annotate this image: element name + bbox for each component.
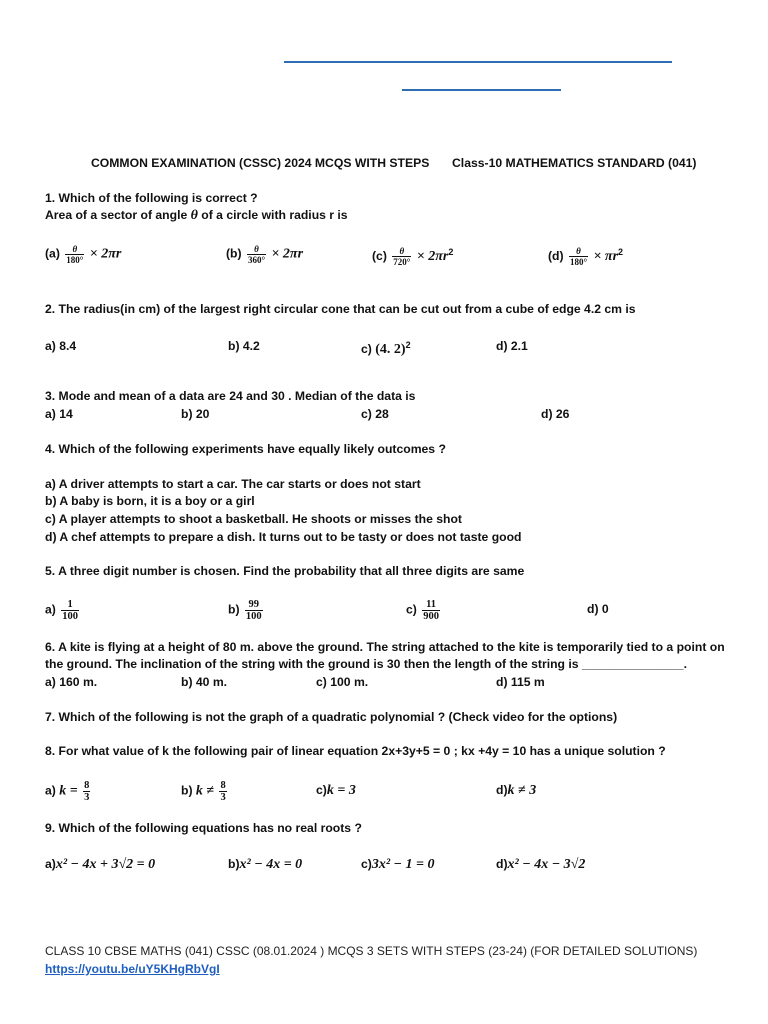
q8-option-a[interactable]: a) k = $\frac{8}{3}$	[45, 780, 90, 803]
q3-option-b[interactable]: b) 20	[181, 407, 210, 421]
q5-option-a[interactable]: a) $\frac{1}{100}$	[45, 599, 78, 622]
q4-text: 4. Which of the following experiments have equally likely outcomes ?	[45, 442, 446, 456]
q2-option-b[interactable]: b) 4.2	[228, 339, 260, 353]
q2-option-c[interactable]: c) (4. 2)$^2$	[361, 340, 411, 358]
q1-subtext: Area of a sector of angle θ of a circle with radius r is	[45, 208, 348, 223]
q5-text: 5. A three digit number is chosen. Find the probability that all three digits are same	[45, 564, 525, 578]
q6-option-a[interactable]: a) 160 m.	[45, 675, 98, 689]
header-rule-short	[402, 89, 561, 91]
q1-option-d[interactable]: (d) $\frac{\theta}{180^\circ}$ × $\pi r^2$	[548, 246, 624, 268]
q8-option-c[interactable]: c)k = 3	[316, 783, 356, 798]
q5-option-c[interactable]: c) $\frac{11}{900}$	[406, 599, 439, 622]
q6-option-c[interactable]: c) 100 m.	[316, 675, 369, 689]
q9-option-b[interactable]: b)x² − 4x = 0	[228, 857, 303, 872]
q3-option-a[interactable]: a) 14	[45, 407, 73, 421]
q6-option-b[interactable]: b) 40 m.	[181, 675, 228, 689]
q3-option-d[interactable]: d) 26	[541, 407, 570, 421]
q8-option-d[interactable]: d)k ≠ 3	[496, 783, 537, 798]
q7-text: 7. Which of the following is not the graph of a quadratic polynomial ? (Check video for the options)	[45, 710, 618, 724]
q4-option-a[interactable]: a) A driver attempts to start a car. The car starts or does not start	[45, 477, 421, 491]
q8-text: 8. For what value of k the following pair of linear equation 2x+3y+5 = 0 ; kx +4y = 10 has a unique solution ?	[45, 744, 666, 758]
q6-text-line2: the ground. The inclination of the string with the ground is 30 then the length of the string is _______________.	[45, 657, 687, 671]
q6-text-line1: 6. A kite is flying at a height of 80 m. above the ground. The string attached to the kite is temporarily tied to a point on	[45, 640, 725, 654]
q9-option-a[interactable]: a)x² − 4x + 3√2 = 0	[45, 857, 156, 872]
q9-text: 9. Which of the following equations has no real roots ?	[45, 821, 362, 835]
q8-option-b[interactable]: b) k ≠ $\frac{8}{3}$	[181, 780, 226, 803]
q2-text: 2. The radius(in cm) of the largest right circular cone that can be cut out from a cube of edge 4.2 cm is	[45, 302, 636, 316]
q5-option-b[interactable]: b) $\frac{99}{100}$	[228, 599, 262, 622]
video-link[interactable]: https://youtu.be/uY5KHgRbVgI	[45, 962, 220, 976]
q5-option-d[interactable]: d) 0	[587, 602, 609, 616]
class-title: Class-10 MATHEMATICS STANDARD (041)	[452, 156, 697, 170]
q4-option-b[interactable]: b) A baby is born, it is a boy or a girl	[45, 494, 255, 508]
q2-option-d[interactable]: d) 2.1	[496, 339, 528, 353]
q2-option-a[interactable]: a) 8.4	[45, 339, 77, 353]
header-rule-long	[284, 61, 672, 63]
q1-text: 1. Which of the following is correct ?	[45, 191, 258, 205]
exam-title: COMMON EXAMINATION (CSSC) 2024 MCQS WITH STEPS	[91, 156, 430, 170]
q1-option-b[interactable]: (b) $\frac{\theta}{360^\circ}$ × 2πr	[226, 244, 304, 265]
q3-text: 3. Mode and mean of a data are 24 and 30 . Median of the data is	[45, 389, 416, 403]
q1-option-a[interactable]: (a) $\frac{\theta}{180^\circ}$ × 2πr	[45, 244, 122, 265]
q3-option-c[interactable]: c) 28	[361, 407, 389, 421]
q4-option-d[interactable]: d) A chef attempts to prepare a dish. It turns out to be tasty or does not taste good	[45, 530, 522, 544]
q1-option-c[interactable]: (c) $\frac{\theta}{720^\circ}$ × $2\pi r^2$	[372, 246, 454, 268]
q9-option-c[interactable]: c)3x² − 1 = 0	[361, 857, 435, 872]
q4-option-c[interactable]: c) A player attempts to shoot a basketball. He shoots or misses the shot	[45, 512, 462, 526]
q9-option-d[interactable]: d)x² − 4x − 3√2	[496, 857, 586, 872]
footer-note: CLASS 10 CBSE MATHS (041) CSSC (08.01.2024 ) MCQS 3 SETS WITH STEPS (23-24) (FOR DETAILED SOLUTIONS)	[45, 944, 698, 958]
q6-option-d[interactable]: d) 115 m	[496, 675, 545, 689]
